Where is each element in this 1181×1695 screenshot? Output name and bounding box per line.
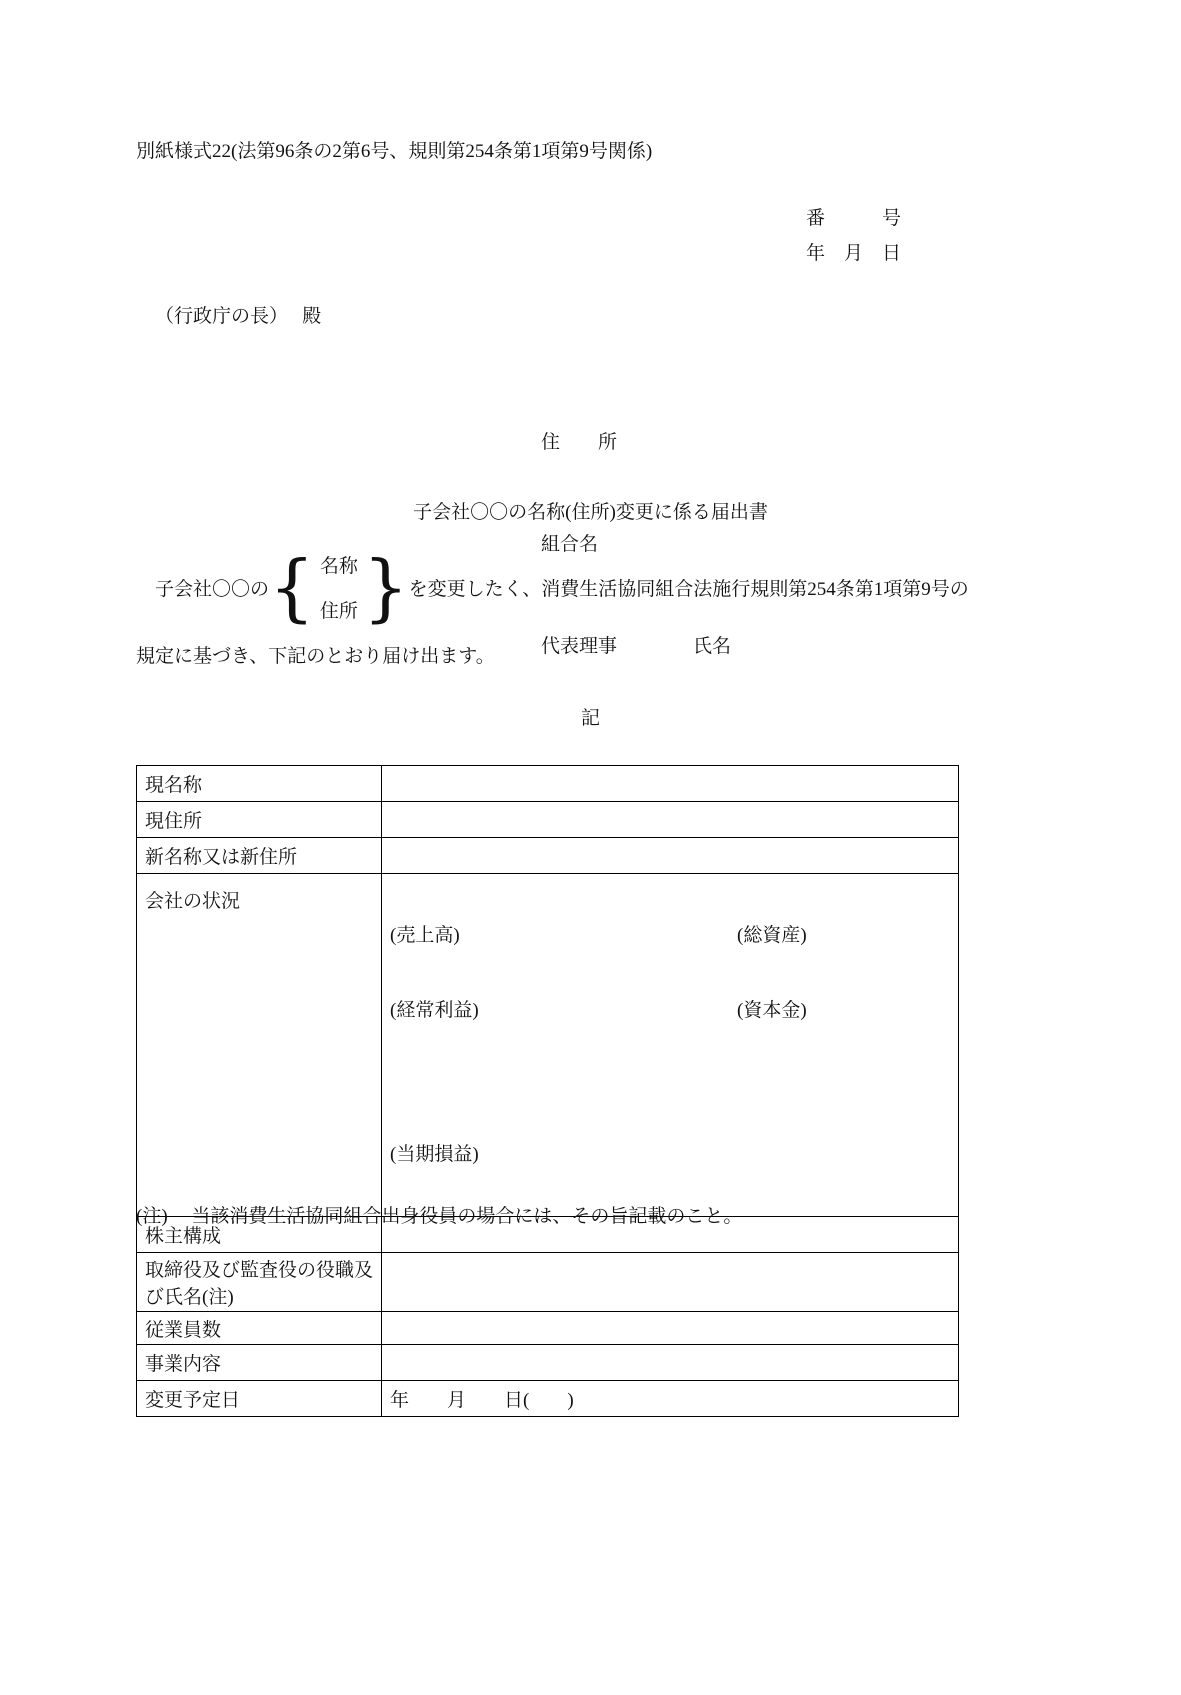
table-row-current-name bbox=[137, 766, 959, 802]
sender-block bbox=[541, 358, 731, 732]
row-value bbox=[382, 766, 959, 802]
status-spacer bbox=[390, 1070, 950, 1095]
row-label: 事業内容 bbox=[137, 1345, 382, 1381]
left-brace: { bbox=[269, 544, 315, 630]
document-title: 子会社〇〇の名称(住所)変更に係る届出書 bbox=[413, 502, 768, 523]
row-label: 変更予定日 bbox=[137, 1381, 382, 1417]
sender-address-label: 住 所 bbox=[541, 432, 618, 453]
row-label: 株主構成 bbox=[137, 1217, 382, 1253]
company-status-cell bbox=[382, 874, 959, 1217]
choice-name: 名称 bbox=[319, 556, 358, 577]
row-value: 年 月 日( ) bbox=[382, 1381, 959, 1417]
form-reference: 別紙様式22(法第96条の2第6号、規則第254条第1項第9号関係) bbox=[136, 141, 653, 162]
capital-label: (資本金) bbox=[737, 1000, 807, 1021]
row-value bbox=[382, 1312, 959, 1345]
addressee-line: （行政庁の長） 殿 bbox=[155, 306, 322, 327]
sender-union-name-label: 組合名 bbox=[541, 534, 599, 555]
row-label: 取締役及び監査役の役職及び氏名(注) bbox=[137, 1253, 382, 1312]
ordinary-profit-label: (経常利益) bbox=[390, 1000, 479, 1021]
body-suffix: を変更したく、消費生活協同組合法施行規則第254条第1項第9号の bbox=[408, 578, 969, 600]
document-number-line: 番 号 bbox=[806, 208, 902, 229]
row-label: 現住所 bbox=[137, 802, 382, 838]
total-assets-label: (総資産) bbox=[737, 925, 807, 946]
table-row-company-status bbox=[137, 874, 959, 1217]
row-label: 新名称又は新住所 bbox=[137, 838, 382, 874]
row-label: 会社の状況 bbox=[137, 874, 382, 1217]
brace-choice bbox=[320, 551, 358, 623]
table-row-new-name-or-address bbox=[137, 838, 959, 874]
table-row-current-address bbox=[137, 802, 959, 838]
right-brace: } bbox=[362, 544, 409, 630]
row-value bbox=[382, 838, 959, 874]
table-row-employees bbox=[137, 1312, 959, 1345]
sales-label: (売上高) bbox=[390, 925, 460, 946]
status-line-3 bbox=[390, 1139, 950, 1170]
body-prefix: 子会社〇〇の bbox=[136, 578, 270, 600]
sender-representative-label: 代表理事 氏名 bbox=[541, 636, 732, 657]
status-line-1 bbox=[390, 920, 950, 951]
row-label: 現名称 bbox=[137, 766, 382, 802]
table-row-business-description bbox=[137, 1345, 959, 1381]
document-date-line: 年 月 日 bbox=[806, 243, 902, 264]
table-row-directors-auditors bbox=[137, 1253, 959, 1312]
status-line-2 bbox=[390, 995, 950, 1026]
period-profit-loss-label: (当期損益) bbox=[390, 1144, 479, 1165]
record-heading: 記 bbox=[580, 708, 600, 729]
row-value bbox=[382, 802, 959, 838]
row-value bbox=[382, 1345, 959, 1381]
row-value bbox=[382, 1253, 959, 1312]
choice-address: 住所 bbox=[319, 601, 358, 622]
row-label: 従業員数 bbox=[137, 1312, 382, 1345]
footnote: (注) 当該消費生活協同組合出身役員の場合には、その旨記載のこと。 bbox=[136, 1206, 743, 1227]
body-paragraph-line2: 規定に基づき、下記のとおり届け出ます。 bbox=[136, 646, 495, 667]
table-row-scheduled-change-date bbox=[137, 1381, 959, 1417]
notification-table bbox=[136, 765, 959, 1417]
